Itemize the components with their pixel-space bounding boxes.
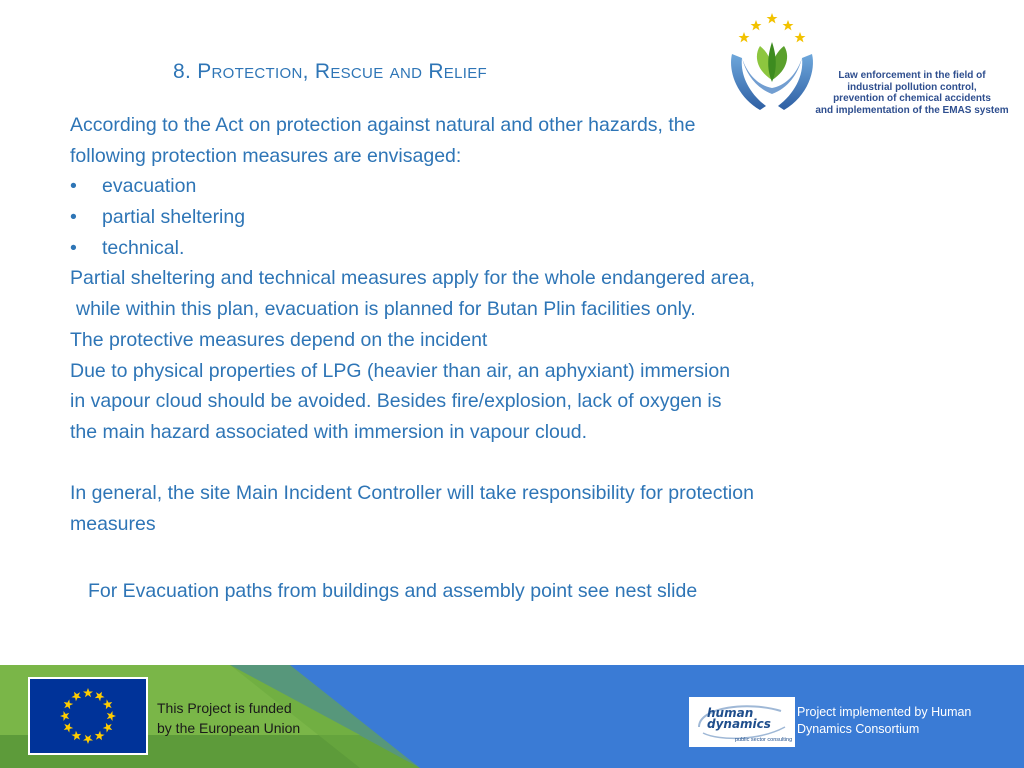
eu-flag-icon <box>28 677 148 755</box>
bullet-marker: • <box>70 236 77 259</box>
body-line: The protective measures depend on the incident <box>70 328 488 351</box>
bullet-item <box>70 233 950 264</box>
bullet-marker: • <box>70 175 77 198</box>
bullet-text: evacuation <box>102 175 197 198</box>
body-line: following protection measures are envisaged: <box>70 144 462 167</box>
slide-body <box>70 110 950 540</box>
bullet-item <box>70 171 950 202</box>
implementation-statement: Project implemented by Human Dynamics Consortium <box>797 705 972 736</box>
body-line: while within this plan, evacuation is planned for Butan Plin facilities only. <box>76 298 696 321</box>
body-line: In general, the site Main Incident Controller will take responsibility for protection <box>70 482 754 505</box>
body-line: the main hazard associated with immersion in vapour cloud. <box>70 420 588 443</box>
funding-statement: This Project is funded by the European Union <box>157 700 301 736</box>
bullet-text: technical. <box>102 236 185 259</box>
slide-title: 8. Protection, Rescue and Relief <box>173 60 487 83</box>
bullet-marker: • <box>70 206 77 229</box>
body-line: Due to physical properties of LPG (heavier than air, an aphyxiant) immersion <box>70 359 731 382</box>
body-line: in vapour cloud should be avoided. Besides fire/explosion, lack of oxygen is <box>70 390 722 413</box>
bullet-text: partial sheltering <box>102 206 246 229</box>
body-line: Partial sheltering and technical measures apply for the whole endangered area, <box>70 267 756 290</box>
body-line: measures <box>70 512 156 535</box>
evacuation-note: For Evacuation paths from buildings and assembly point see nest slide <box>88 580 698 602</box>
logo-caption: Law enforcement in the field of industrial pollution control, prevention of chemical accidents and implementation of the EMAS system <box>815 70 1009 116</box>
human-dynamics-tagline: public sector consulting <box>735 737 793 743</box>
bullet-item <box>70 202 950 233</box>
human-dynamics-logo <box>689 697 795 747</box>
human-dynamics-wordmark: human dynamics <box>707 706 771 731</box>
body-line: According to the Act on protection against natural and other hazards, the <box>70 114 696 136</box>
